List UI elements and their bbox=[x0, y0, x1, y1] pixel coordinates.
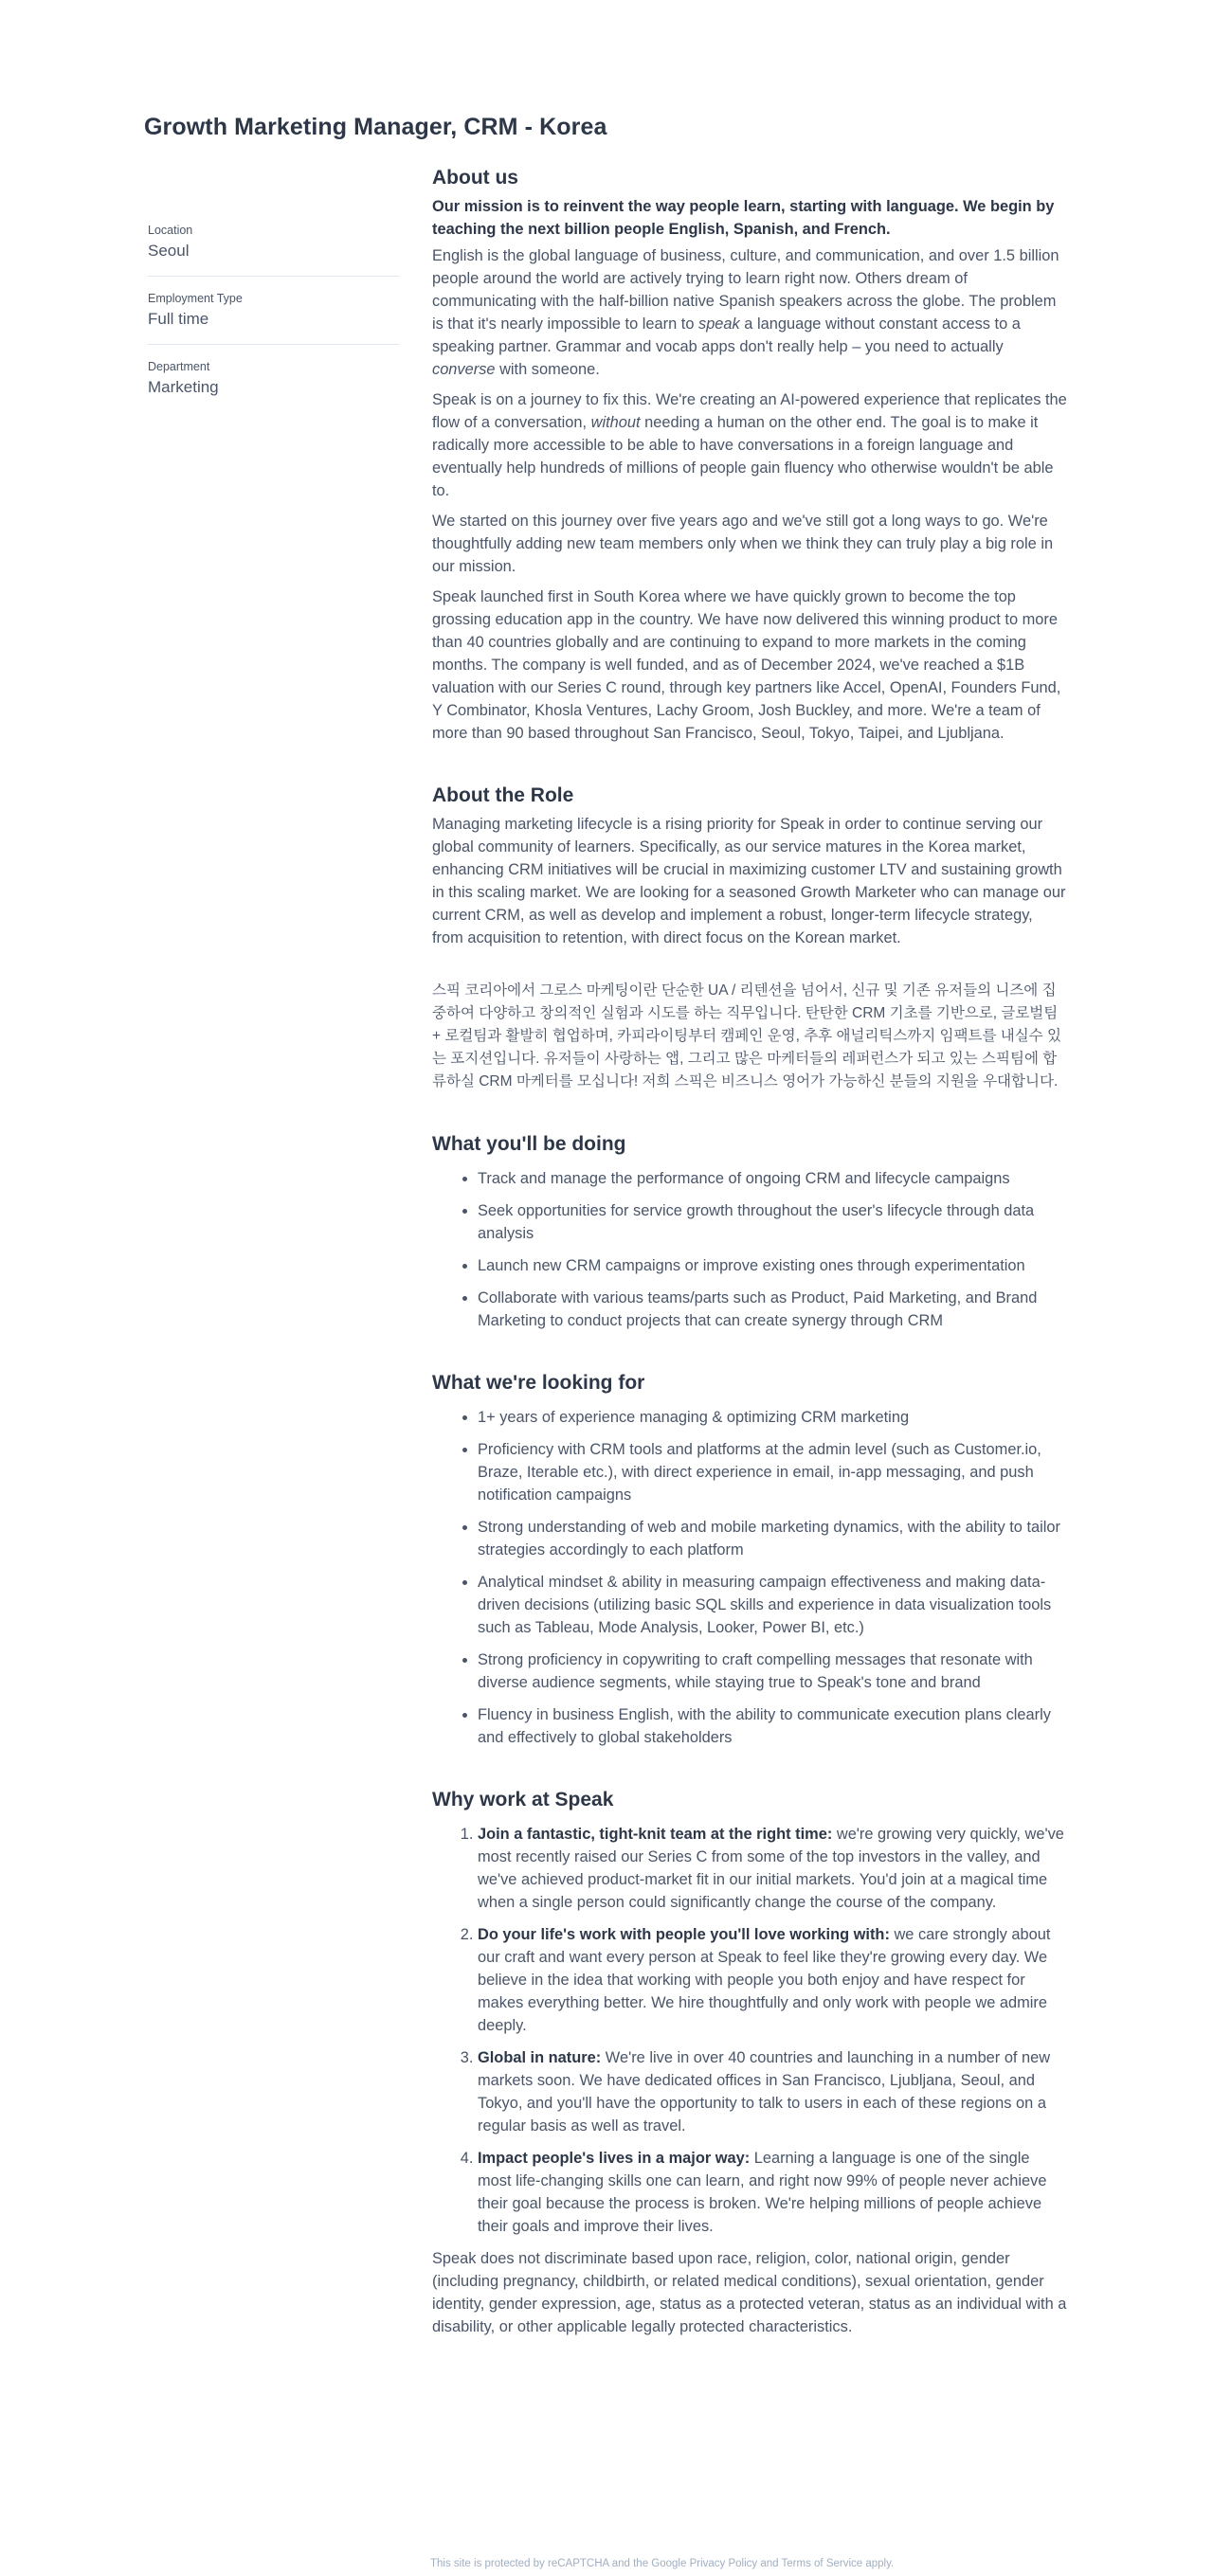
list-item: • Fluency in business English, with the ability to communicate execution plans clearly and effectively to global stakeholders bbox=[478, 1703, 1067, 1749]
employment-type-detail bbox=[148, 292, 400, 345]
employment-type-value: Full time bbox=[148, 310, 209, 328]
mission-statement: Our mission is to reinvent the way people learn, starting with language. We begin by teaching the next billion people English, Spanish, and French. bbox=[432, 198, 1055, 238]
list-item: • Proficiency with CRM tools and platforms at the admin level (such as Customer.io, Braze, Iterable etc.), with direct experience in email, in-app messaging, and push notification campaigns bbox=[478, 1438, 1067, 1506]
terms-of-service-link[interactable]: Terms of Service bbox=[781, 2558, 863, 2569]
about-role-paragraph: Managing marketing lifecycle is a rising priority for Speak in order to continue serving our global community of learners. Specifically, as our service matures in the Korea market, enhancing CRM initiatives will be crucial in maximizing customer LTV and sustaining growth in this scaling market. We are looking for a seasoned Growth Marketer who can manage our current CRM, as well as develop and implement a robust, longer-term lifecycle strategy, from acquisition to retention, with direct focus on the Korean market. bbox=[432, 816, 1066, 946]
about-us-section bbox=[432, 165, 1067, 745]
list-item: • Seek opportunities for service growth throughout the user's lifecycle through data analysis bbox=[478, 1199, 1067, 1245]
about-role-korean-paragraph: 스픽 코리아에서 그로스 마케팅이란 단순한 UA / 리텐션을 넘어서, 신규 및 기존 유저들의 니즈에 집중하여 다양하고 창의적인 실험과 시도를 하는 직무입니다. 탄탄한 CRM 기초를 기반으로, 글로벌팀 + 로컬팀과 활발히 협업하며, 카피라이팅부터 캠페인 운영, 추후 애널리틱스까지 임팩트를 내실수 있는 포지션입니다. 유저들이 사랑하는 앱, 그리고 많은 마케터들의 레퍼런스가 되고 있는 스픽팀에 합류하실 CRM 마케터를 모십니다! 저희 스픽은 비즈니스 영어가 가능하신 분들의 지원을 우대합니다. bbox=[432, 982, 1061, 1090]
about-role-heading: About the Role bbox=[432, 784, 574, 806]
department-label: Department bbox=[148, 360, 210, 373]
job-details-sidebar bbox=[148, 224, 400, 427]
department-value: Marketing bbox=[148, 378, 219, 396]
page-title: Growth Marketing Manager, CRM - Korea bbox=[144, 114, 607, 140]
department-detail bbox=[148, 360, 400, 412]
list-item: 3. Global in nature: We're live in over 40 countries and launching in a number of new markets soon. We have dedicated offices in San Francisco, Ljubljana, Seoul, and Tokyo, and you'll have the opportunity to talk to users in each of these regions on a regular basis as well as travel. bbox=[478, 2046, 1067, 2137]
about-us-paragraph: English is the global language of business, culture, and communication, and over 1.5 billion people around the world are actively trying to learn right now. Others dream of communicating with the half-billion native Spanish speakers across the globe. The problem is that it's nearly impossible to learn to speak a language without constant access to a speaking partner. Grammar and vocab apps don't really help – you need to actually converse with someone. bbox=[432, 247, 1059, 378]
privacy-policy-link[interactable]: Privacy Policy bbox=[689, 2558, 758, 2569]
about-us-heading: About us bbox=[432, 167, 518, 189]
list-item: 2. Do your life's work with people you'll love working with: we care strongly about our craft and want every person at Speak to feel like they're growing every day. We believe in the idea that working with people you both enjoy and have respect for makes everything better. We hire thoughtfully and only work with people we admire deeply. bbox=[478, 1923, 1067, 2037]
list-item: • Launch new CRM campaigns or improve existing ones through experimentation bbox=[478, 1254, 1067, 1277]
looking-heading: What we're looking for bbox=[432, 1372, 645, 1394]
list-item: • 1+ years of experience managing & optimizing CRM marketing bbox=[478, 1406, 1067, 1429]
location-label: Location bbox=[148, 224, 193, 237]
employment-type-label: Employment Type bbox=[148, 292, 243, 305]
list-item: • Strong proficiency in copywriting to craft compelling messages that resonate with diverse audience segments, while staying true to Speak's tone and brand bbox=[478, 1648, 1067, 1694]
location-value: Seoul bbox=[148, 242, 190, 260]
doing-list bbox=[478, 1167, 1067, 1332]
list-item: • Analytical mindset & ability in measuring campaign effectiveness and making data-driven decisions (utilizing basic SQL skills and experience in data visualization tools such as Tableau, Mode Analysis, Looker, Power BI, etc.) bbox=[478, 1571, 1067, 1639]
eeo-statement: Speak does not discriminate based upon race, religion, color, national origin, gender (including pregnancy, childbirth, or related medical conditions), sexual orientation, gender identity, gender expression, age, status as a protected veteran, status as an individual with a disability, or other applicable legally protected characteristics. bbox=[432, 2250, 1067, 2335]
list-item: • Track and manage the performance of ongoing CRM and lifecycle campaigns bbox=[478, 1167, 1067, 1190]
about-role-section bbox=[432, 783, 1067, 1093]
doing-section bbox=[432, 1131, 1067, 1332]
about-us-paragraph: Speak is on a journey to fix this. We're creating an AI-powered experience that replicates the flow of a conversation, without needing a human on the other end. The goal is to make it radically more accessible to be able to have conversations in a foreign language and eventually help hundreds of millions of people gain fluency who otherwise wouldn't be able to. bbox=[432, 391, 1067, 499]
list-item: 1. Join a fantastic, tight-knit team at the right time: we're growing very quickly, we've most recently raised our Series C from some of the top investors in the valley, and we've achieved product-market fit in our initial markets. You'd join at a magical time when a single person could significantly change the course of the company. bbox=[478, 1823, 1067, 1914]
looking-section bbox=[432, 1370, 1067, 1749]
doing-heading: What you'll be doing bbox=[432, 1133, 626, 1155]
location-detail bbox=[148, 224, 400, 277]
job-description bbox=[432, 165, 1067, 2376]
list-item: • Collaborate with various teams/parts such as Product, Paid Marketing, and Brand Marketing to conduct projects that can create synergy through CRM bbox=[478, 1287, 1067, 1332]
about-us-paragraph: We started on this journey over five years ago and we've still got a long ways to go. We're thoughtfully adding new team members only when we think they can truly play a big role in our mission. bbox=[432, 513, 1054, 575]
about-us-paragraph: Speak launched first in South Korea where we have quickly grown to become the top grossing education app in the country. We have now delivered this winning product to more than 40 countries globally and are continuing to expand to more markets in the coming months. The company is well funded, and as of December 2024, we've reached a $1B valuation with our Series C round, through key partners like Accel, OpenAI, Founders Fund, Y Combinator, Khosla Ventures, Lachy Groom, Josh Buckley, and more. We're a team of more than 90 based throughout San Francisco, Seoul, Tokyo, Taipei, and Ljubljana. bbox=[432, 588, 1061, 742]
why-list bbox=[478, 1823, 1067, 2238]
looking-list bbox=[478, 1406, 1067, 1749]
why-section bbox=[432, 1787, 1067, 2338]
recaptcha-notice: This site is protected by reCAPTCHA and the Google Privacy Policy and Terms of Service apply. bbox=[430, 2558, 895, 2569]
why-heading: Why work at Speak bbox=[432, 1789, 614, 1810]
list-item: 4. Impact people's lives in a major way: Learning a language is one of the single most life-changing skills one can learn, and right now 99% of people never achieve their goal because the process is broken. We're helping millions of people achieve their goals and improve their lives. bbox=[478, 2147, 1067, 2238]
list-item: • Strong understanding of web and mobile marketing dynamics, with the ability to tailor strategies accordingly to each platform bbox=[478, 1516, 1067, 1561]
